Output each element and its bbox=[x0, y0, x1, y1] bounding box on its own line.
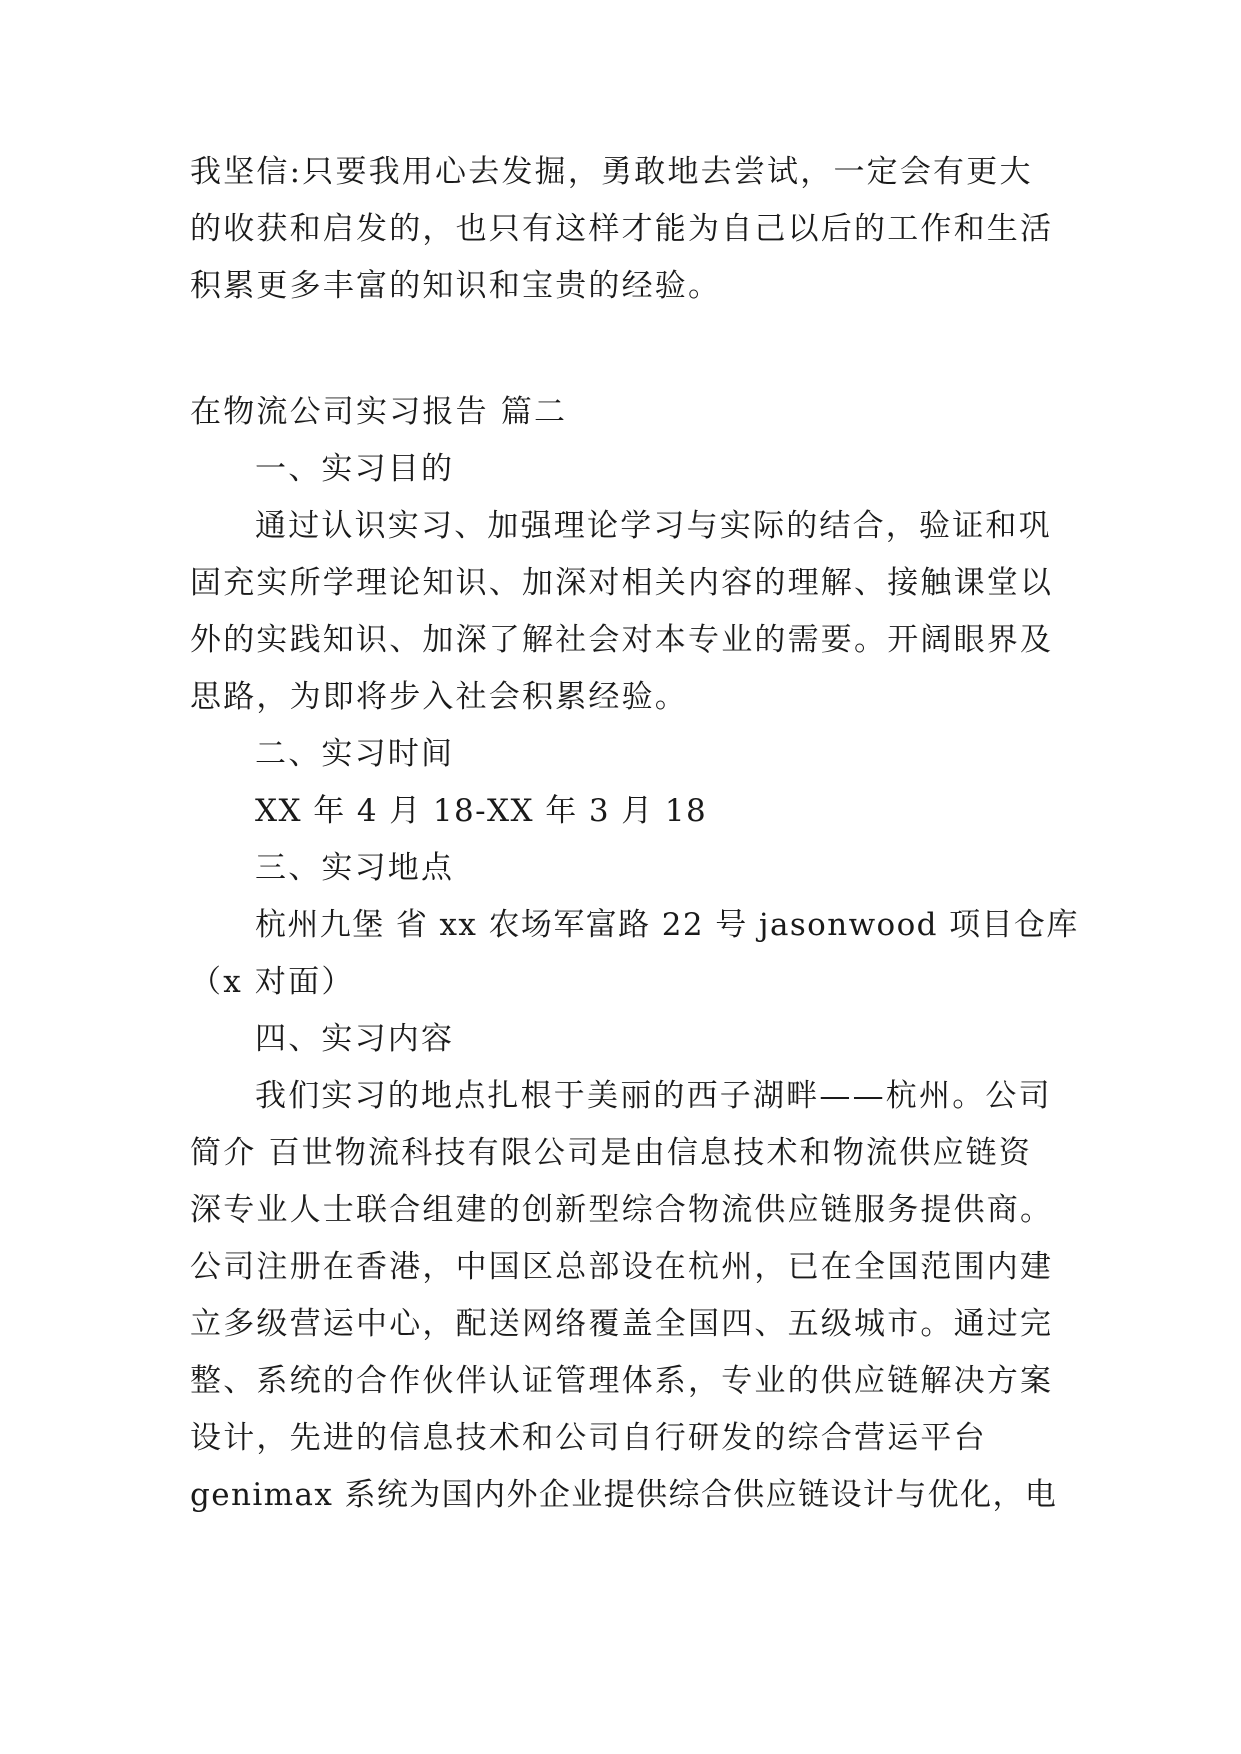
paragraph-line: genimax 系统为国内外企业提供综合供应链设计与优化，电 bbox=[190, 1477, 1058, 1513]
paragraph-line: 整、系统的合作伙伴认证管理体系，专业的供应链解决方案 bbox=[190, 1363, 1054, 1399]
heading-content: 四、实习内容 bbox=[255, 1021, 455, 1057]
location-line: （x 对面） bbox=[190, 964, 355, 1000]
paragraph-line: 立多级营运中心，配送网络覆盖全国四、五级城市。通过完 bbox=[190, 1306, 1054, 1342]
paragraph-line: 通过认识实习、加强理论学习与实际的结合，验证和巩 bbox=[255, 508, 1052, 544]
date-range: XX 年 4 月 18-XX 年 3 月 18 bbox=[255, 793, 708, 829]
heading-purpose: 一、实习目的 bbox=[255, 451, 455, 487]
paragraph-line: 积累更多丰富的知识和宝贵的经验。 bbox=[190, 268, 722, 304]
paragraph-line: 固充实所学理论知识、加深对相关内容的理解、接触课堂以 bbox=[190, 565, 1054, 601]
paragraph-line: 的收获和启发的，也只有这样才能为自己以后的工作和生活 bbox=[190, 211, 1054, 247]
heading-location: 三、实习地点 bbox=[255, 850, 455, 886]
paragraph-line: 公司注册在香港，中国区总部设在杭州，已在全国范围内建 bbox=[190, 1249, 1054, 1285]
paragraph-line: 外的实践知识、加深了解社会对本专业的需要。开阔眼界及 bbox=[190, 622, 1054, 658]
location-line: 杭州九堡 省 xx 农场军富路 22 号 jasonwood 项目仓库 bbox=[255, 907, 1079, 943]
paragraph-line: 我们实习的地点扎根于美丽的西子湖畔——杭州。公司 bbox=[255, 1078, 1052, 1114]
paragraph-line: 思路，为即将步入社会积累经验。 bbox=[190, 679, 688, 715]
paragraph-line: 设计，先进的信息技术和公司自行研发的综合营运平台 bbox=[190, 1420, 987, 1456]
paragraph-line: 我坚信:只要我用心去发掘，勇敢地去尝试，一定会有更大 bbox=[190, 154, 1033, 190]
paragraph-line: 简介 百世物流科技有限公司是由信息技术和物流供应链资 bbox=[190, 1135, 1033, 1171]
section-title: 在物流公司实习报告 篇二 bbox=[190, 394, 568, 430]
heading-time: 二、实习时间 bbox=[255, 736, 455, 772]
paragraph-line: 深专业人士联合组建的创新型综合物流供应链服务提供商。 bbox=[190, 1192, 1054, 1228]
